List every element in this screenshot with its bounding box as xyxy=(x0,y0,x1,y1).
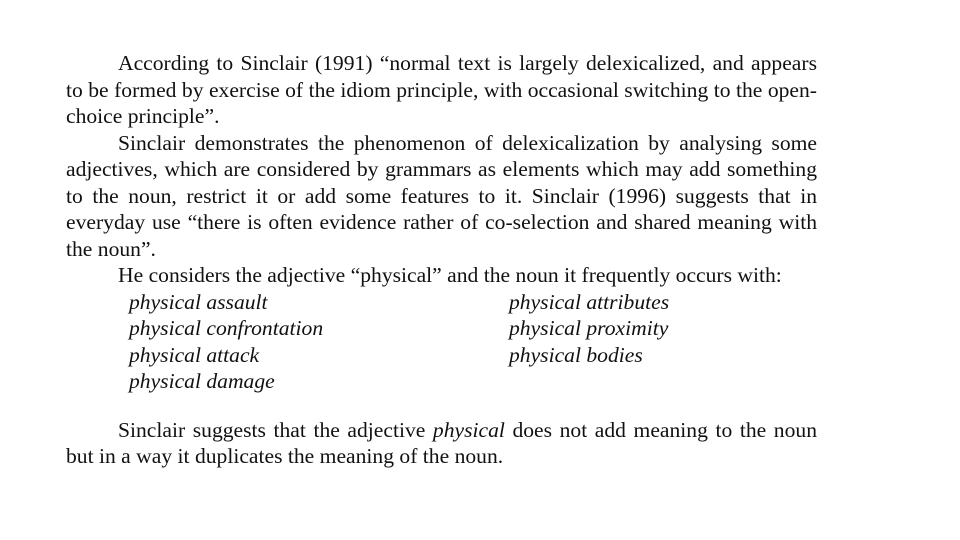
collocation-examples xyxy=(66,289,817,399)
example-item: physical bodies xyxy=(509,342,643,367)
examples-right-column xyxy=(509,289,669,369)
example-item: physical damage xyxy=(129,369,275,393)
examples-left-column xyxy=(129,289,323,395)
conclusion-text-start: Sinclair suggests that the adjective xyxy=(118,417,433,442)
example-item: physical attributes xyxy=(509,289,670,314)
example-item: physical confrontation xyxy=(129,316,324,340)
document-page xyxy=(66,50,817,470)
paragraph-sinclair-1991: According to Sinclair (1991) “normal text is largely delexicalized, and appears to be formed by exercise of the idiom principle, with occasional switching to the open-choice principle”. xyxy=(66,51,817,128)
example-item: physical attack xyxy=(129,342,260,367)
conclusion-italic-term: physical xyxy=(432,417,505,442)
example-item: physical assault xyxy=(129,289,268,314)
conclusion-text-end: does not add meaning to the noun but in a way it duplicates the meaning of the noun. xyxy=(66,417,817,468)
example-item: physical proximity xyxy=(509,316,669,340)
paragraph-conclusion xyxy=(66,417,817,470)
spacer xyxy=(66,399,817,417)
paragraph-delexicalization: Sinclair demonstrates the phenomenon of delexicalization by analysing some adjectives, which are considered by grammars as elements which may add something to the noun, restrict it or add some features to it. Sinclair (1996) suggests that in everyday use “there is often evidence rather of co-selection and shared meaning with the noun”. xyxy=(66,130,817,261)
paragraph-adjective-physical: He considers the adjective “physical” and the noun it frequently occurs with: xyxy=(118,263,782,287)
